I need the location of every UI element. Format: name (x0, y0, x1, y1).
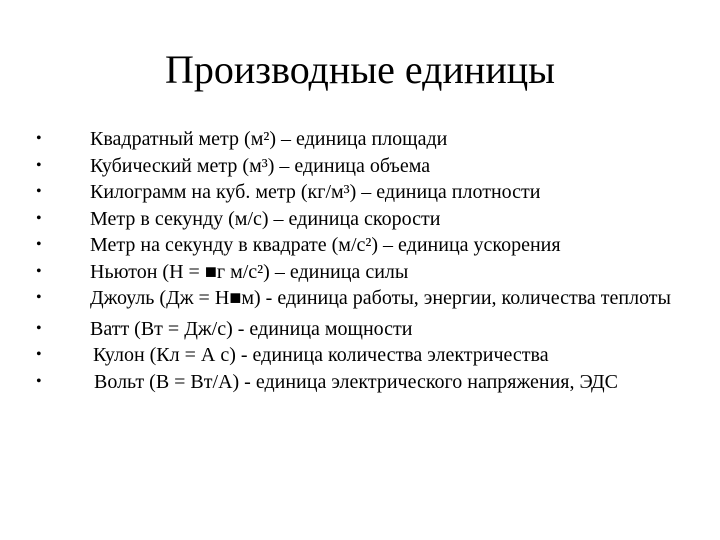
list-item-text: Метр на секунду в квадрате (м/с²) – единица ускорения (90, 234, 561, 256)
list-item (36, 259, 676, 286)
list-item-text: Метр в секунду (м/с) – единица скорости (90, 207, 441, 230)
list-item-text: Джоуль (Дж = Н■м) - единица работы, энергии, количества теплоты (90, 287, 671, 309)
bullet-icon: • (36, 209, 42, 227)
bullet-icon: • (36, 183, 42, 200)
bullet-icon: • (36, 372, 42, 390)
bullet-icon: • (36, 346, 42, 363)
list-item (36, 206, 676, 233)
list-item-text: Квадратный метр (м²) – единица площади (90, 128, 448, 150)
list-item (36, 369, 676, 396)
bullet-icon: • (36, 156, 42, 174)
list-item-text: Килограмм на куб. метр (кг/м³) – единица плотности (90, 181, 541, 203)
bullet-icon: • (36, 319, 42, 337)
list-item-text: Вольт (В = Вт/А) - единица электрического напряжения, ЭДС (94, 370, 619, 393)
list-item (36, 316, 676, 343)
list-item-text: Ватт (Вт = Дж/с) - единица мощности (90, 317, 413, 340)
list-item (36, 126, 676, 153)
bullet-icon: • (36, 236, 42, 253)
bullet-list (36, 126, 676, 395)
list-item (36, 342, 676, 369)
list-item-text: Кулон (Кл = А с) - единица количества электричества (93, 344, 549, 366)
list-item (36, 153, 676, 180)
bullet-icon: • (36, 289, 42, 306)
bullet-icon: • (36, 130, 42, 147)
bullet-icon: • (36, 262, 42, 280)
slide-title: Производные единицы (164, 47, 556, 92)
list-item-text: Кубический метр (м³) – единица объема (90, 154, 431, 177)
list-item-text: Ньютон (Н = ■г м/с²) – единица силы (90, 260, 409, 283)
list-item (36, 179, 676, 206)
list-item (36, 232, 676, 259)
list-item (36, 285, 676, 312)
